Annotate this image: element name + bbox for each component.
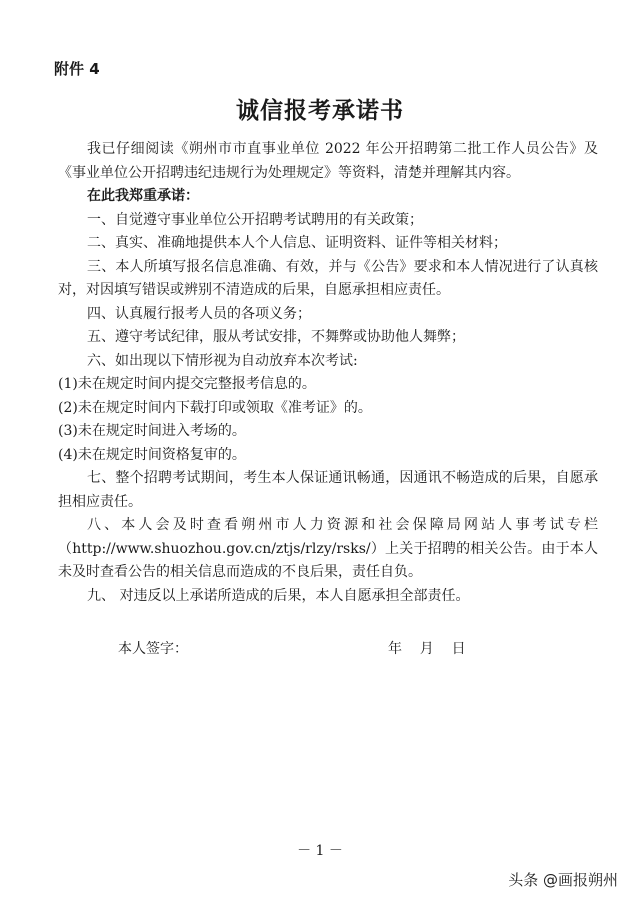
document-body	[58, 138, 598, 608]
attachment-label: 附件 4	[54, 60, 100, 78]
pledge-item-5: 五、遵守考试纪律，服从考试安排，不舞弊或协助他人舞弊；	[87, 329, 465, 345]
pledge-item-4: 四、认真履行报考人员的各项义务；	[87, 305, 311, 322]
watermark: 头条 @画报朔州	[504, 868, 622, 891]
sub-item-4: (4)未在规定时间资格复审的。	[58, 446, 246, 463]
sub-item-2: (2)未在规定时间内下载打印或领取《准考证》的。	[58, 399, 372, 416]
pledge-item-6: 六、如出现以下情形视为自动放弃本次考试:	[87, 352, 358, 369]
signature-label: 本人签字：	[118, 641, 188, 657]
pledge-item-1: 一、自觉遵守事业单位公开招聘考试聘用的有关政策；	[87, 211, 423, 228]
pledge-item-7: 七、整个招聘考试期间，考生本人保证通讯畅通，因通讯不畅造成的后果，自愿承担相应责任。	[58, 470, 598, 510]
pledge-item-9: 九、 对违反以上承诺所造成的后果，本人自愿承担全部责任。	[87, 587, 470, 604]
pledge-heading: 在此我郑重承诺：	[87, 188, 199, 204]
pledge-item-2: 二、真实、准确地提供本人个人信息、证明资料、证件等相关材料；	[87, 235, 507, 251]
document-title: 诚信报考承诺书	[236, 97, 404, 124]
sub-item-1: (1)未在规定时间内提交完整报考信息的。	[58, 376, 316, 392]
date-label: 年 月 日	[388, 641, 466, 657]
pledge-item-8: 八、本人会及时查看朔州市人力资源和社会保障局网站人事考试专栏（http://www.shuozhou.gov.cn/ztjs/rlzy/rsks/）上关于招聘的相关公告。由于本人未及时查看公告的相关信息而造成的不良后果，责任自负。	[58, 517, 598, 580]
sub-item-3: (3)未在规定时间进入考场的。	[58, 423, 246, 439]
pledge-item-3: 三、本人所填写报名信息准确、有效，并与《公告》要求和本人情况进行了认真核对，对因填写错误或辨别不清造成的后果，自愿承担相应责任。	[58, 258, 598, 298]
intro-paragraph: 我已仔细阅读《朔州市市直事业单位 2022 年公开招聘第二批工作人员公告》及《事业单位公开招聘违纪违规行为处理规定》等资料，清楚并理解其内容。	[58, 141, 598, 181]
page-number: － 1 －	[297, 843, 343, 859]
